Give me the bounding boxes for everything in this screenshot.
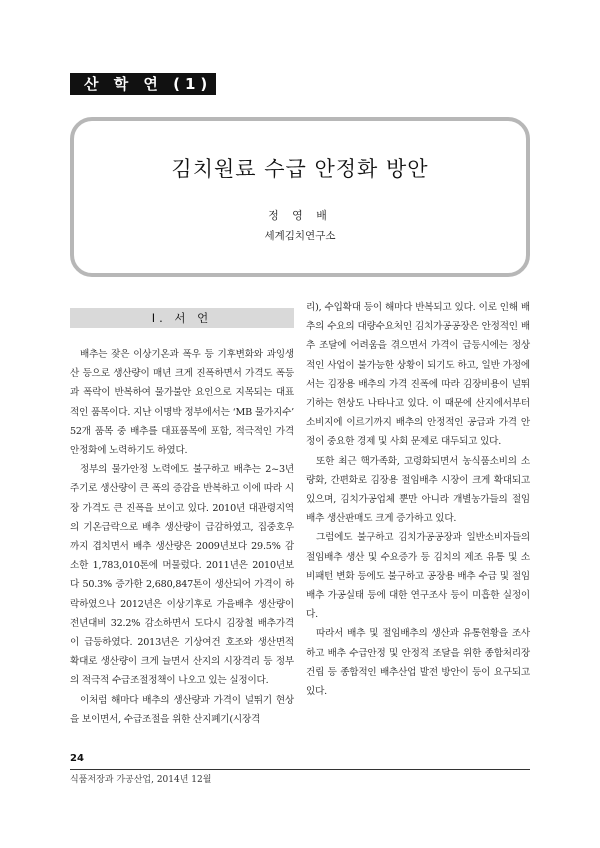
article-affiliation: 세계김치연구소 xyxy=(264,230,336,242)
section-tag: 산 학 연 (1) xyxy=(70,73,216,95)
paragraph: 정부의 물가안정 노력에도 불구하고 배추는 2~3년 주기로 생산량이 큰 폭의 증감을 반복하고 이에 따라 시장 가격도 큰 진폭을 보이고 있다. 2010년 대관령지역의 기온급락으로 배추 생산량이 급감하였고, 집중호우까지 겹치면서 배추 생산량은 2009년보다 29.5% 감소한 1,783,010톤에 머물렀다. 2011년은 2010년보다 50.3% 증가한 2,680,847톤이 생산되어 가격이 하락하였으나 2012년은 이상기후로 가을배추 생산량이 전년대비 32.2% 감소하면서 도다시 김장철 배추가격이 급등하였다. 2013년은 기상여건 호조와 생산면적 확대로 생산량이 크게 늘면서 산지의 시장격리 등 정부의 적극적 수급조절정책이 나오고 있는 실정이다. xyxy=(70,464,294,687)
footer-divider xyxy=(70,769,530,770)
paragraph: 배추는 잦은 이상기온과 폭우 등 기후변화와 과잉생산 등으로 생산량이 매년 크게 진폭하면서 가격도 폭등과 폭락이 반복하여 물가불안 요인으로 지목되는 대표적인 품목이다. 지난 이명박 정부에서는 ‘MB 물가지수’ 52개 품목 중 배추를 대표품목에 포함, 적극적인 가격 안정화에 노력하기도 하였다. xyxy=(70,349,294,457)
journal-citation: 식품저장과 가공산업, 2014년 12월 xyxy=(70,775,212,785)
paragraph: 이처럼 해마다 배추의 생산량과 가격이 널뛰기 현상을 보이면서, 수급조절을 위한 산지폐기(시장격 xyxy=(70,694,294,725)
title-box xyxy=(70,117,530,277)
paragraph: 또한 최근 핵가족화, 고령화되면서 농식품소비의 소량화, 간편화로 김장용 절임배추 시장이 크게 확대되고 있으며, 김치가공업체 뿐만 아니라 개별농가들의 절임배추 생산판매도 크게 증가하고 있다. xyxy=(306,455,530,525)
page-number: 24 xyxy=(70,753,84,764)
article-title: 김치원료 수급 안정화 방안 xyxy=(171,157,429,181)
paragraph: 그럼에도 불구하고 김치가공공장과 일반소비자들의 절임배추 생산 및 수요증가 등 김치의 제조 유통 및 소비패턴 변화 등에도 불구하고 공장용 배추 수급 및 절임배추 가공실태 등에 대한 연구조사 등이 미흡한 실정이다. xyxy=(306,532,530,621)
paragraph: 리), 수입확대 등이 해마다 반복되고 있다. 이로 인해 배추의 수요의 대량수요처인 김치가공공장은 안정적인 배추 조달에 어려움을 겪으면서 가격이 급등시에는 정상적인 사업이 불가능한 상황이 되기도 하고, 일반 가정에서는 김장용 배추의 가격 진폭에 따라 김장비용이 널뛰기하는 현상도 나타나고 있다. 이 때문에 산지에서부터 소비지에 이르기까지 배추의 안정적인 공급과 가격 안정이 중요한 경제 및 사회 문제로 대두되고 있다. xyxy=(306,302,530,448)
left-column xyxy=(70,345,294,729)
paragraph: 따라서 배추 및 절임배추의 생산과 유통현황을 조사하고 배추 수급안정 및 안정적 조달을 위한 종합처리장 건립 등 종합적인 배추산업 발전 방안이 등이 요구되고 있다. xyxy=(306,628,530,698)
right-column xyxy=(306,298,530,701)
section-heading: Ⅰ. 서 언 xyxy=(70,308,294,328)
article-author: 정 영 배 xyxy=(268,209,332,222)
